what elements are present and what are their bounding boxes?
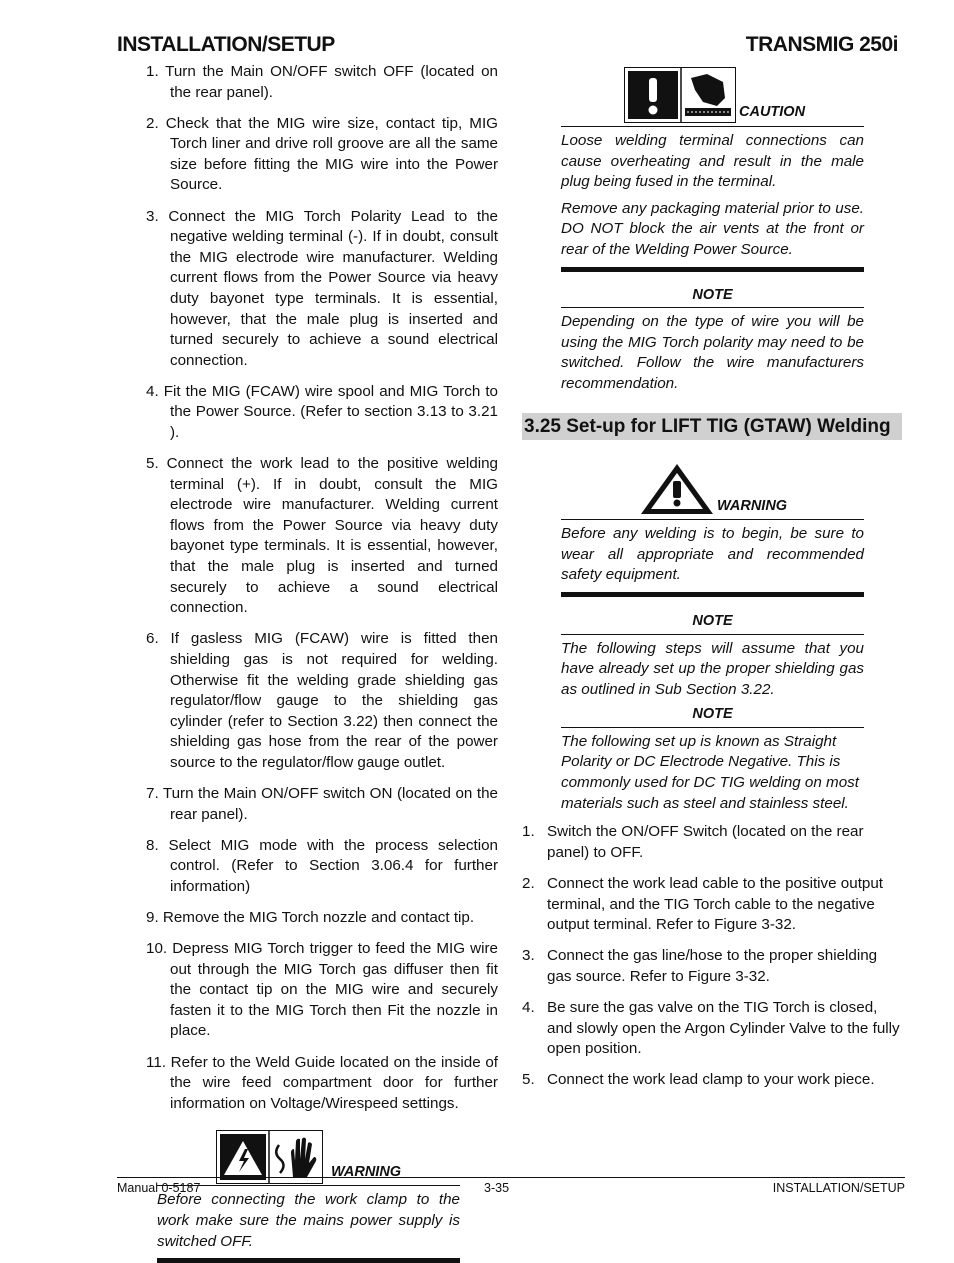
step-text: Connect the work lead clamp to your work piece. (547, 1071, 875, 1089)
step-11: 11. Refer to the Weld Guide located on the inside of the wire feed compartment door for further information on Voltage/Wirespeed settings. (146, 1053, 498, 1112)
header-section-title: INSTALLATION/SETUP (117, 33, 335, 56)
step-number: 4. (522, 998, 535, 1016)
warning-text: Before connecting the work clamp to the work make sure the mains power supply is switched OFF. (157, 1191, 460, 1250)
caution-text-1: Loose welding terminal connections can cause overheating and result in the male plug being fused in the terminal. (561, 132, 864, 191)
note-shielding-gas (561, 611, 864, 700)
step-3: 3. Connect the MIG Torch Polarity Lead to the negative welding terminal (-). If in doubt, consult the MIG electrode wire manufacturer. Welding current flows from the Power Source via heavy duty bayonet type terminals. It is essential, however, that the male plug is inserted and turned securely to achieve a sound electrical connection. (146, 207, 498, 369)
warning-title: WARNING (331, 1163, 402, 1180)
step-number: 5. (522, 1071, 535, 1089)
step-5: 5. Connect the work lead to the positive welding terminal (+). If in doubt, consult the MIG electrode wire manufacturer. Welding current flows from the Power Source via heavy duty bayonet type terminals. It is essential, however, that the male plug is inserted and turned securely to achieve a sound electrical connection. (146, 455, 498, 617)
step-text: Connect the gas line/hose to the proper shielding gas source. Refer to Figure 3-32. (547, 947, 878, 985)
caution-text-2: Remove any packaging material prior to use. DO NOT block the air vents at the front or rear of the Welding Power Source. (561, 199, 864, 258)
step-2: 2. Check that the MIG wire size, contact tip, MIG Torch liner and drive roll groove are all the same size before fitting the MIG wire into the Power Source. (146, 114, 498, 194)
header-product-title: TRANSMIG 250i (745, 33, 898, 56)
step-8: 8. Select MIG mode with the process selection control. (Refer to Section 3.06.4 for further information) (146, 836, 498, 895)
tig-step-2 (522, 874, 902, 936)
step-text: Connect the work lead cable to the positive output terminal, and the TIG Torch cable to the negative output terminal. Refer to Figure 3-32. (547, 874, 884, 934)
section-heading: 3.25 Set-up for LIFT TIG (GTAW) Welding (522, 413, 902, 441)
note-text: Depending on the type of wire you will be using the MIG Torch polarity may need to be switched. Follow the wire manufacturers recommendation. (561, 313, 864, 392)
footer-manual-number: Manual 0-5187 (117, 1181, 201, 1195)
footer-divider (117, 1177, 905, 1178)
note-polarity (561, 285, 864, 395)
warning-title: WARNING (717, 497, 788, 514)
tig-setup-steps (522, 822, 902, 1091)
step-text: Switch the ON/OFF Switch (located on the rear panel) to OFF. (547, 823, 864, 861)
step-6: 6. If gasless MIG (FCAW) wire is fitted then shielding gas is not required for welding. Otherwise fit the welding grade shielding gas regulator/flow gauge to the shielding gas cylinder (refer to Section 3.22) then connect the shielding gas hose from the rear of the power source to the regulator/flow gauge outlet. (146, 630, 498, 771)
note-straight-polarity (561, 704, 864, 814)
step-text: Be sure the gas valve on the TIG Torch is closed, and slowly open the Argon Cylinder Valve to the fully open position. (547, 998, 900, 1058)
footer-section-name: INSTALLATION/SETUP (772, 1181, 905, 1195)
step-4: 4. Fit the MIG (FCAW) wire spool and MIG Torch to the Power Source. (Refer to section 3.13 to 3.21 ). (146, 382, 498, 441)
tig-step-4 (522, 998, 902, 1060)
note-title: NOTE (692, 612, 733, 629)
caution-hazard-icon (624, 67, 736, 123)
step-number: 1. (522, 823, 535, 841)
tig-step-3 (522, 946, 902, 987)
warning-notice-safety (561, 462, 864, 597)
caution-notice (561, 67, 864, 272)
warning-triangle-icon (639, 462, 715, 516)
tig-step-1 (522, 822, 902, 863)
right-column (522, 62, 902, 1101)
step-1: 1. Turn the Main ON/OFF switch OFF (located on the rear panel). (146, 63, 498, 101)
step-number: 3. (522, 947, 535, 965)
note-title: NOTE (692, 286, 733, 303)
note-title: NOTE (692, 706, 733, 723)
left-column (146, 62, 498, 1263)
warning-notice-work-clamp (157, 1130, 460, 1263)
step-10: 10. Depress MIG Torch trigger to feed the MIG wire out through the MIG Torch gas diffuser then fit the contact tip on the MIG wire and securely fasten it to the MIG Torch then Fit the nozzle in place. (146, 940, 498, 1040)
footer-page-number: 3-35 (484, 1181, 510, 1195)
caution-title: CAUTION (739, 104, 806, 121)
warning-text: Before any welding is to begin, be sure to wear all appropriate and recommended safety equipment. (561, 525, 864, 584)
note-text: The following steps will assume that you have already set up the proper shielding gas as outlined in Sub Section 3.22. (561, 639, 864, 698)
step-number: 2. (522, 874, 535, 892)
step-9: 9. Remove the MIG Torch nozzle and contact tip. (146, 908, 475, 926)
tig-step-5 (522, 1070, 902, 1091)
step-7: 7. Turn the Main ON/OFF switch ON (located on the rear panel). (146, 785, 498, 823)
note-text: The following set up is known as Straight Polarity or DC Electrode Negative. This is commonly used for DC TIG welding on most materials such as steel and stainless steel. (561, 732, 859, 812)
